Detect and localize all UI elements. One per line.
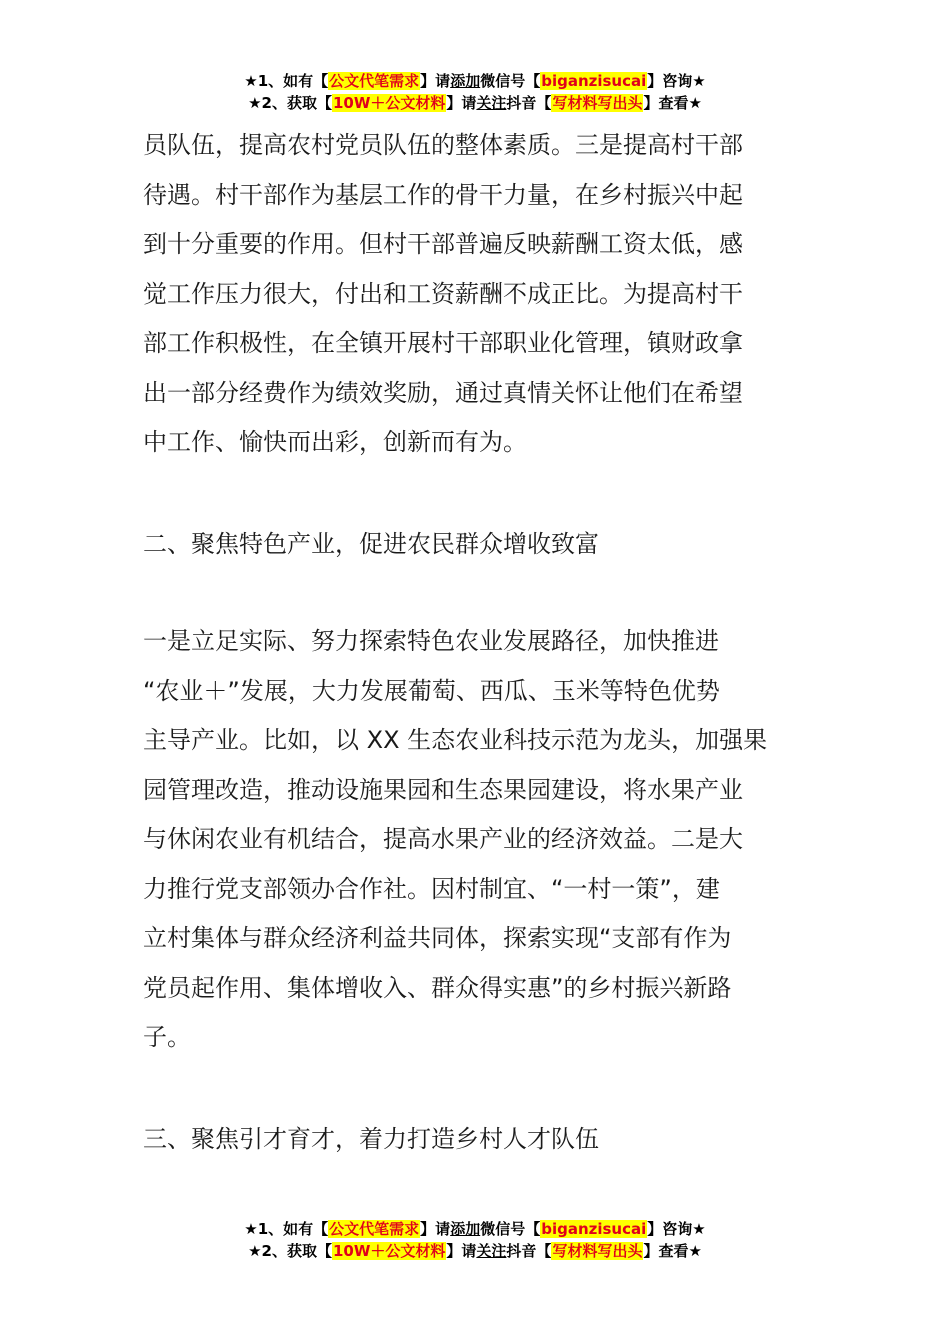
text-line: 待遇。村干部作为基层工作的骨干力量，在乡村振兴中起: [143, 180, 743, 209]
banner-text: 】请: [420, 1220, 451, 1238]
banner-highlight: 10W＋公文材料: [332, 1242, 446, 1260]
banner-text: 】咨询★: [647, 1220, 706, 1238]
text-line: “农业＋”发展，大力发展葡萄、西瓜、玉米等特色优势: [143, 676, 720, 705]
banner-text: 】查看★: [643, 94, 702, 112]
banner-text: 抖音【: [506, 1242, 552, 1260]
banner-text: ★1、如有【: [244, 1220, 329, 1238]
banner-highlight: 10W＋公文材料: [332, 94, 446, 112]
banner-text: ★2、获取【: [248, 1242, 332, 1260]
banner-line-1: [0, 1218, 950, 1240]
text-line: 力推行党支部领办合作社。因村制宜、“一村一策”，建: [143, 874, 720, 903]
banner-line-2: [0, 1240, 950, 1262]
paragraph-characteristic-industry: [143, 617, 808, 1063]
banner-text: 微信号【: [480, 72, 541, 90]
banner-text: 】咨询★: [647, 72, 706, 90]
banner-underline: 关注: [476, 1242, 507, 1260]
banner-highlight: 公文代笔需求: [329, 1220, 420, 1238]
text-line: 到十分重要的作用。但村干部普遍反映薪酬工资太低，感: [143, 230, 743, 258]
text-line: 主导产业。比如，以 XX 生态农业科技示范为龙头，加强果: [143, 726, 768, 754]
banner-text: 微信号【: [480, 1220, 541, 1238]
footer-banner: [0, 1218, 950, 1262]
banner-underline: 添加: [450, 1220, 481, 1238]
banner-underline: 添加: [450, 72, 481, 90]
text-line: 出一部分经费作为绩效奖励，通过真情关怀让他们在希望: [143, 378, 743, 407]
text-line: 一是立足实际、努力探索特色农业发展路径，加快推进: [143, 627, 719, 655]
text-line: 党员起作用、集体增收入、群众得实惠”的乡村振兴新路: [143, 973, 732, 1002]
text-line: 员队伍，提高农村党员队伍的整体素质。三是提高村干部: [143, 131, 743, 159]
banner-douyin-id: 写材料写出头: [552, 1242, 643, 1260]
banner-line-2: [0, 92, 950, 114]
banner-highlight: 公文代笔需求: [329, 72, 420, 90]
section-heading-3: 三、聚焦引才育才，着力打造乡村人才队伍: [143, 1125, 599, 1153]
text-line: 子。: [143, 1023, 191, 1051]
paragraph-village-cadres: [143, 121, 808, 468]
banner-underline: 关注: [476, 94, 507, 112]
text-line: 部工作积极性，在全镇开展村干部职业化管理，镇财政拿: [143, 329, 743, 357]
banner-text: ★1、如有【: [244, 72, 329, 90]
banner-wechat-id: biganzisucai: [541, 1220, 647, 1238]
banner-text: 抖音【: [506, 94, 552, 112]
text-line: 立村集体与群众经济利益共同体，探索实现“支部有作为: [143, 924, 732, 952]
banner-text: 】查看★: [643, 1242, 702, 1260]
banner-line-1: [0, 70, 950, 92]
text-line: 园管理改造，推动设施果园和生态果园建设，将水果产业: [143, 775, 743, 804]
text-line: 中工作、愉快而出彩，创新而有为。: [143, 428, 527, 456]
banner-text: 】请: [420, 72, 451, 90]
section-heading-2: 二、聚焦特色产业，促进农民群众增收致富: [143, 530, 599, 558]
banner-text: 】请: [446, 1242, 477, 1260]
text-line: 与休闲农业有机结合，提高水果产业的经济效益。二是大: [143, 825, 743, 853]
banner-wechat-id: biganzisucai: [541, 72, 647, 90]
banner-text: ★2、获取【: [248, 94, 332, 112]
header-banner: [0, 70, 950, 114]
text-line: 觉工作压力很大，付出和工资薪酬不成正比。为提高村干: [143, 279, 743, 308]
banner-text: 】请: [446, 94, 477, 112]
banner-douyin-id: 写材料写出头: [552, 94, 643, 112]
